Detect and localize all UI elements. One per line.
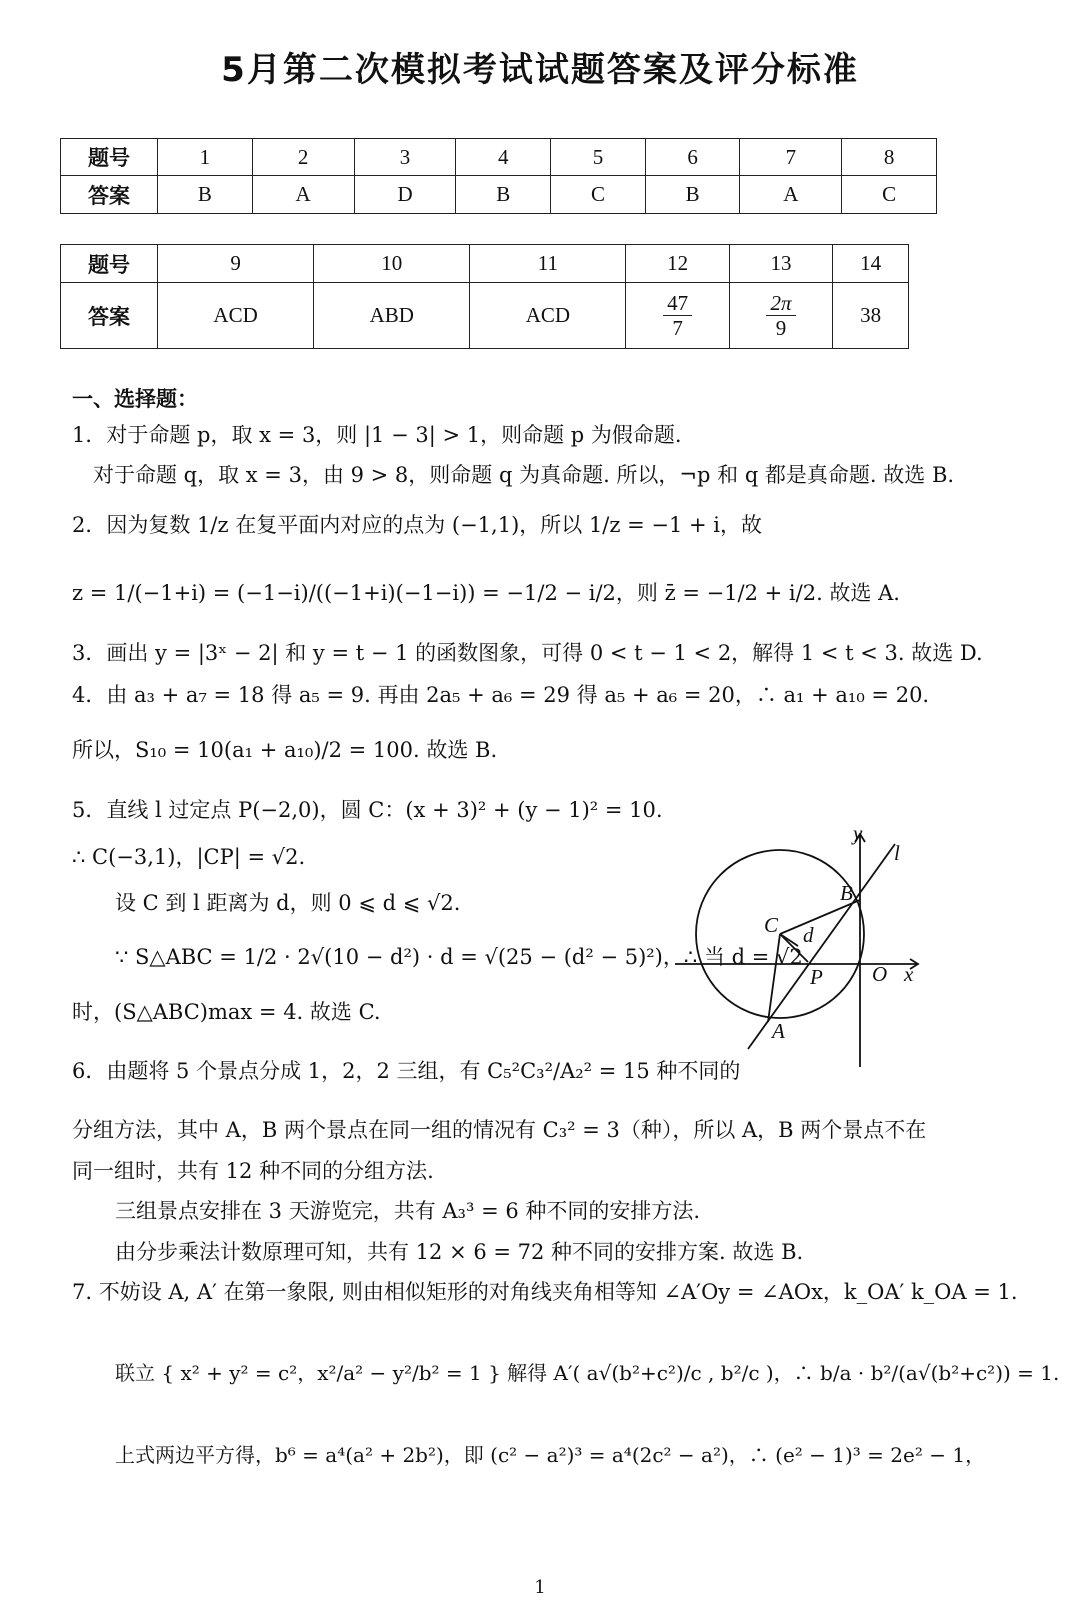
- answer-table-2: [60, 244, 909, 349]
- solution-line: 7. 不妨设 A, A′ 在第一象限, 则由相似矩形的对角线夹角相等知 ∠A′Oy = ∠AOx，k_OA′ k_OA = 1.: [72, 1280, 1018, 1304]
- q12-numerator: 47: [663, 291, 692, 316]
- label-a: A: [772, 1019, 785, 1043]
- table1-q: 7: [740, 139, 842, 176]
- table2-q: 13: [729, 245, 832, 283]
- table2-q: 12: [626, 245, 729, 283]
- solution-line: ∴ C(−3,1)，|CP| = √2.: [72, 845, 306, 869]
- table1-q: 6: [645, 139, 740, 176]
- table1-a: A: [252, 176, 354, 214]
- q12-denominator: 7: [672, 316, 683, 340]
- label-o: O: [872, 962, 888, 986]
- table1-a: C: [842, 176, 937, 214]
- solution-line: 设 C 到 l 距离为 d，则 0 ⩽ d ⩽ √2.: [115, 891, 461, 915]
- table1-a: B: [645, 176, 740, 214]
- table2-a-q12: [626, 283, 729, 349]
- circle-line-figure: [690, 821, 930, 1072]
- table2-a-label: 答案: [61, 283, 158, 349]
- solution-line: 1．对于命题 p，取 x = 3，则 |1 − 3| > 1，则命题 p 为假命题.: [72, 423, 682, 447]
- page-number: 1: [534, 1577, 546, 1598]
- segment-cb: [780, 900, 860, 934]
- solution-line: 三组景点安排在 3 天游览完，共有 A₃³ = 6 种不同的安排方法.: [115, 1199, 701, 1223]
- q12-fraction: [663, 291, 692, 340]
- label-x: x: [904, 962, 914, 986]
- label-b: B: [840, 881, 853, 905]
- table1-a: B: [158, 176, 253, 214]
- solution-line: 时，(S△ABC)max = 4. 故选 C.: [72, 1000, 381, 1024]
- table1-q: 1: [158, 139, 253, 176]
- solution-line: 5．直线 l 过定点 P(−2,0)，圆 C：(x + 3)² + (y − 1)² = 10.: [72, 798, 663, 822]
- table2-a: 38: [833, 283, 909, 349]
- segment-ca: [768, 934, 780, 1022]
- page-title: 5月第二次模拟考试试题答案及评分标准: [221, 50, 859, 90]
- solution-line: 2．因为复数 1/z 在复平面内对应的点为 (−1,1)，所以 1/z = −1 + i，故: [72, 513, 763, 537]
- table1-a: D: [354, 176, 456, 214]
- solution-line: 6．由题将 5 个景点分成 1，2，2 三组，有 C₅²C₃²/A₂² = 15 种不同的: [72, 1059, 741, 1083]
- solution-line: 4．由 a₃ + a₇ = 18 得 a₅ = 9. 再由 2a₅ + a₆ = 29 得 a₅ + a₆ = 20，∴ a₁ + a₁₀ = 20.: [72, 683, 930, 707]
- q13-denominator: 9: [775, 316, 787, 340]
- table1-q: 2: [252, 139, 354, 176]
- solution-line: 分组方法，其中 A，B 两个景点在同一组的情况有 C₃² = 3（种），所以 A，B 两个景点不在: [72, 1118, 927, 1142]
- table1-q: 4: [456, 139, 551, 176]
- table1-q: 3: [354, 139, 456, 176]
- table2-q: 14: [833, 245, 909, 283]
- label-y: y: [853, 821, 863, 845]
- answer-table-1: [60, 138, 937, 214]
- label-d: d: [803, 923, 814, 947]
- solution-line: 由分步乘法计数原理可知，共有 12 × 6 = 72 种不同的安排方案. 故选 B.: [115, 1240, 804, 1264]
- table2-a: ABD: [314, 283, 470, 349]
- solution-line: 所以，S₁₀ = 10(a₁ + a₁₀)/2 = 100. 故选 B.: [72, 738, 498, 762]
- table2-a: ACD: [158, 283, 314, 349]
- solution-line: 3．画出 y = |3ˣ − 2| 和 y = t − 1 的函数图象，可得 0 < t − 1 < 2，解得 1 < t < 3. 故选 D.: [72, 641, 983, 665]
- table1-a: C: [551, 176, 646, 214]
- table1-a: B: [456, 176, 551, 214]
- solution-line: 对于命题 q，取 x = 3，由 9 > 8，则命题 q 为真命题. 所以，¬p 和 q 都是真命题. 故选 B.: [93, 463, 955, 487]
- table1-q-label: 题号: [61, 139, 158, 176]
- table2-q: 9: [158, 245, 314, 283]
- table2-a-q13: [729, 283, 832, 349]
- table2-q: 10: [314, 245, 470, 283]
- label-p: P: [810, 965, 823, 989]
- table1-q: 8: [842, 139, 937, 176]
- solution-line: ∵ S△ABC = 1/2 · 2√(10 − d²) · d = √(25 − (d² − 5)²)，∴ 当 d = √2: [115, 945, 803, 969]
- solution-line: 同一组时，共有 12 种不同的分组方法.: [72, 1159, 434, 1183]
- label-l: l: [894, 841, 900, 865]
- solution-line: 上式两边平方得，b⁶ = a⁴(a² + 2b²)，即 (c² − a²)³ = a⁴(2c² − a²)，∴ (e² − 1)³ = 2e² − 1，: [115, 1443, 986, 1467]
- solution-line: 联立 { x² + y² = c²，x²/a² − y²/b² = 1 } 解得 A′( a√(b²+c²)/c , b²/c )，∴ b/a · b²/(a√(b²+c²)) = 1.: [115, 1361, 1060, 1385]
- table2-q-label: 题号: [61, 245, 158, 283]
- q13-fraction: [766, 291, 795, 340]
- line-l: [748, 844, 895, 1049]
- q13-numerator: 2π: [766, 291, 795, 316]
- label-c: C: [764, 913, 779, 937]
- section-heading: 一、选择题：: [72, 387, 198, 411]
- table1-a: A: [740, 176, 842, 214]
- table1-q: 5: [551, 139, 646, 176]
- solution-line: z = 1/(−1+i) = (−1−i)/((−1+i)(−1−i)) = −1/2 − i/2，则 z̄ = −1/2 + i/2. 故选 A.: [72, 581, 900, 605]
- table1-a-label: 答案: [61, 176, 158, 214]
- table2-a: ACD: [470, 283, 626, 349]
- table2-q: 11: [470, 245, 626, 283]
